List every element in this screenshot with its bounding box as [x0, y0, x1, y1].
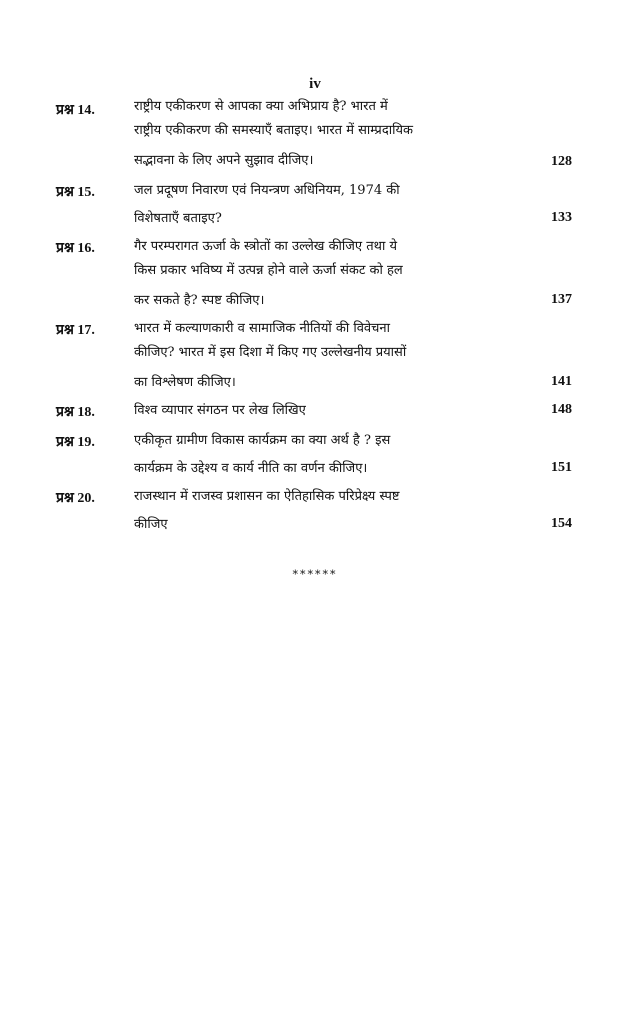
page-number: 128	[551, 154, 572, 169]
question-line: एकीकृत ग्रामीण विकास कार्यक्रम का क्या अर्थ है ? इस	[134, 433, 391, 448]
question-line: भारत में कल्याणकारी व सामाजिक नीतियों की विवेचना	[134, 321, 390, 336]
question-text	[134, 318, 514, 400]
question-line: कीजिए? भारत में इस दिशा में किए गए उल्लेखनीय प्रयासों	[134, 345, 407, 360]
page-number: 141	[551, 374, 572, 389]
question-line: सद्भावना के लिए अपने सुझाव दीजिए।	[134, 153, 314, 168]
question-line: किस प्रकार भविष्य में उत्पन्न होने वाले ऊर्जा संकट को हल	[134, 263, 403, 278]
question-label: प्रश्न 17.	[56, 323, 95, 338]
question-line: कर सकते है? स्पष्ट कीजिए।	[134, 293, 265, 308]
question-text	[134, 430, 514, 486]
question-line: राष्ट्रीय एकीकरण से आपका क्या अभिप्राय है? भारत में	[134, 99, 388, 114]
question-line: विशेषताएँ बताइए?	[134, 211, 222, 226]
question-line: कार्यक्रम के उद्देश्य व कार्य नीति का वर्णन कीजिए।	[134, 461, 368, 476]
question-label: प्रश्न 18.	[56, 405, 95, 420]
page-number: 154	[551, 516, 572, 531]
question-line: का विश्लेषण कीजिए।	[134, 375, 236, 390]
question-line: जल प्रदूषण निवारण एवं नियन्त्रण अधिनियम, 1974 की	[134, 183, 400, 198]
question-line: कीजिए	[134, 517, 168, 532]
question-text	[134, 96, 514, 178]
end-mark: ******	[292, 568, 338, 581]
page-number: 151	[551, 460, 572, 475]
question-label: प्रश्न 16.	[56, 241, 95, 256]
question-text	[134, 486, 514, 542]
question-line: गैर परम्परागत ऊर्जा के स्त्रोतों का उल्लेख कीजिए तथा ये	[134, 239, 398, 254]
question-label: प्रश्न 15.	[56, 185, 95, 200]
question-line: राजस्थान में राजस्व प्रशासन का ऐतिहासिक परिप्रेक्ष्य स्पष्ट	[134, 489, 400, 504]
page-number: 148	[551, 402, 572, 417]
question-line: विश्व व्यापार संगठन पर लेख लिखिए	[134, 403, 306, 418]
question-line: राष्ट्रीय एकीकरण की समस्याएँ बताइए। भारत में साम्प्रदायिक	[134, 123, 413, 138]
page-number: 137	[551, 292, 572, 307]
question-label: प्रश्न 20.	[56, 491, 95, 506]
question-text	[134, 400, 514, 428]
question-label: प्रश्न 14.	[56, 103, 95, 118]
page-number: 133	[551, 210, 572, 225]
page-roman-number: iv	[309, 76, 321, 92]
question-text	[134, 236, 514, 318]
question-label: प्रश्न 19.	[56, 435, 95, 450]
question-text	[134, 180, 514, 236]
